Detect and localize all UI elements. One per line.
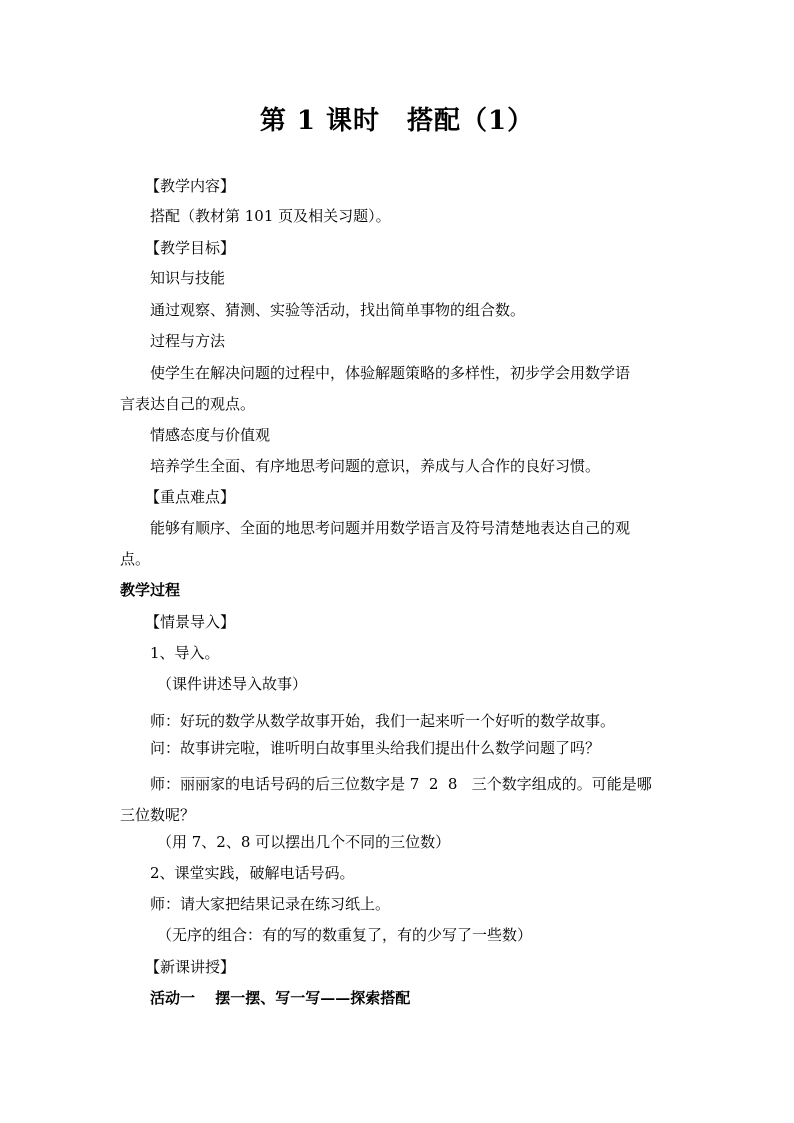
teacher-line-1: 师：好玩的数学从数学故事开始，我们一起来听一个好听的数学故事。 [150,712,616,730]
teacher-line-3: 师：请大家把结果记录在练习纸上。 [150,895,391,913]
question-line: 问：故事讲完啦，谁听明白故事里头给我们提出什么数学问题了吗？ [150,739,601,757]
subheading-process: 过程与方法 [150,332,226,350]
section-heading-new-lesson: 【新课讲授】 [145,958,236,976]
section-heading-intro: 【情景导入】 [145,613,236,631]
section-heading-content: 【教学内容】 [145,177,236,195]
section-heading-process: 教学过程 [120,581,181,599]
section-heading-objectives: 【教学目标】 [145,239,236,257]
teacher-line-2-continued: 三位数呢？ [120,806,196,824]
step-2-practice: 2、课堂实践，破解电话号码。 [150,864,355,882]
process-text-line-1: 使学生在解决问题的过程中，体验解题策略的多样性，初步学会用数学语 [150,364,631,382]
content-text: 搭配（教材第 101 页及相关习题）。 [150,207,391,225]
step-1-intro: 1、导入。 [150,644,220,662]
process-text-line-2: 言表达自己的观点。 [120,395,256,413]
teacher-line-2: 师：丽丽家的电话号码的后三位数字是 7 2 8 三个数字组成的。可能是哪 [150,775,652,793]
unordered-note: （无序的组合：有的写的数重复了，有的少写了一些数） [157,926,533,944]
courseware-note: （课件讲述导入故事） [157,675,308,693]
subheading-attitude: 情感态度与价值观 [150,426,271,444]
key-points-text-line-2: 点。 [120,550,151,568]
hint-note: （用 7、2、8 可以摆出几个不同的三位数） [157,833,451,851]
attitude-text: 培养学生全面、有序地思考问题的意识，养成与人合作的良好习惯。 [150,457,601,475]
knowledge-text: 通过观察、猜测、实验等活动，找出简单事物的组合数。 [150,301,526,319]
activity-one-heading: 活动一 摆一摆、写一写——探索搭配 [150,989,411,1007]
subheading-knowledge: 知识与技能 [150,269,226,287]
key-points-text-line-1: 能够有顺序、全面的地思考问题并用数学语言及符号清楚地表达自己的观 [150,519,631,537]
section-heading-key-points: 【重点难点】 [145,488,236,506]
page-title: 第 1 课时 搭配（1） [259,106,535,136]
